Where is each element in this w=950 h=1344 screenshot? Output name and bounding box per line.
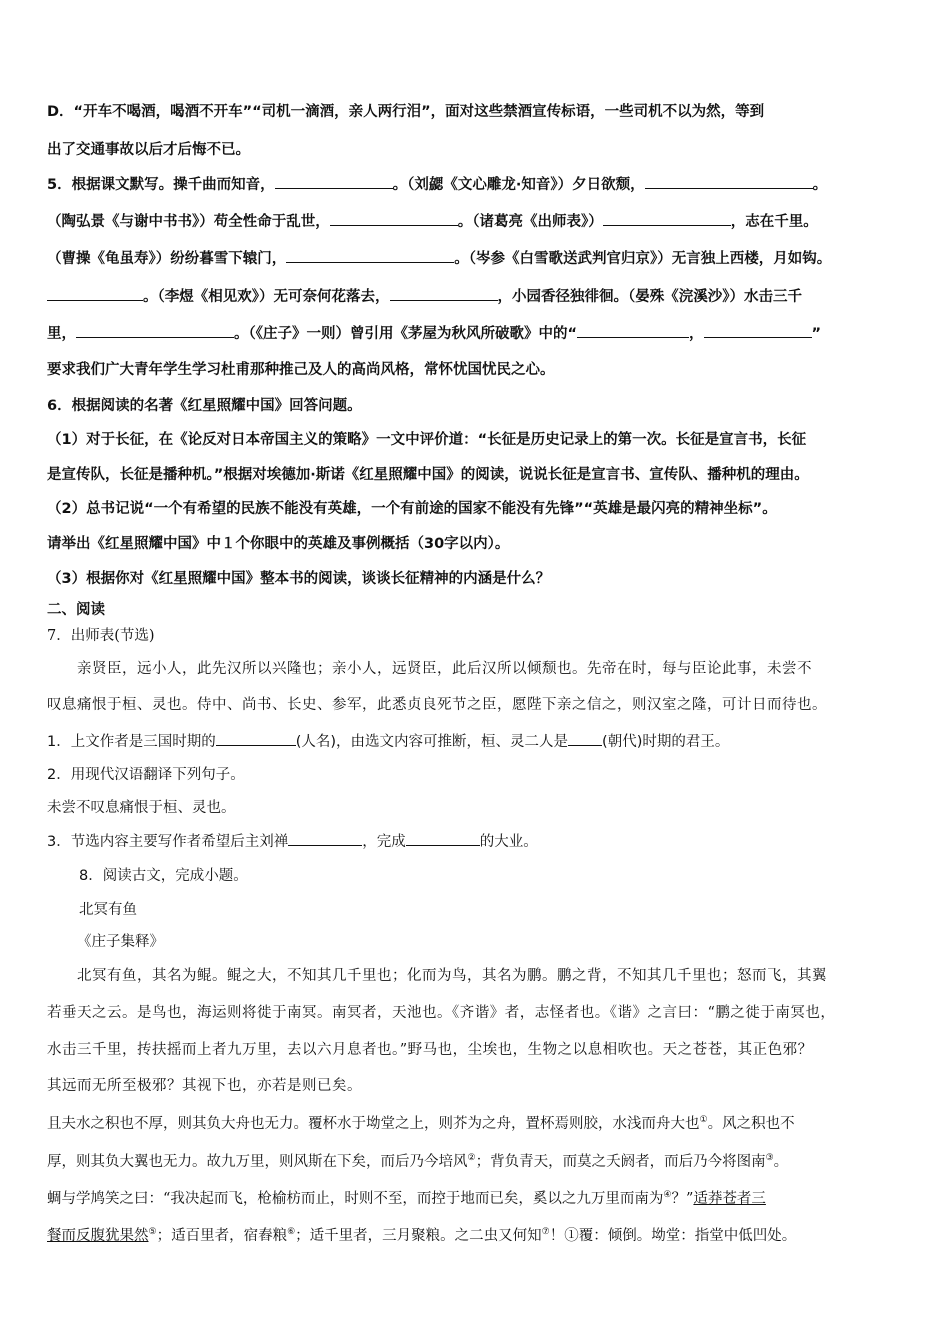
footnote-marker: ⑤: [148, 1227, 157, 1237]
q6-part2-line2: 请举出《红星照耀中国》中１个你眼中的英雄及事例概括（30字以内）。: [47, 536, 510, 552]
q7-sub1: [47, 731, 729, 752]
footnote-marker: ②: [467, 1153, 476, 1163]
q8-text-line3: 水击三千里，抟扶摇而上者九万里，去以六月息者也。”野马也，尘埃也，生物之以息相吹也。天之苍苍，其正色邪？: [47, 1042, 813, 1058]
q8-heading: 8．阅读古文，完成小题。: [79, 868, 248, 884]
q7-sub2-sentence: 未尝不叹息痛恨于桓、灵也。: [47, 800, 236, 816]
q5-line1: [47, 174, 827, 195]
q5-l5c: ，: [689, 326, 704, 342]
q7-title: 7．出师表(节选): [47, 628, 155, 644]
answer-blank[interactable]: [288, 831, 362, 846]
answer-blank[interactable]: [568, 731, 602, 746]
q8-p6b: ；背负青天，而莫之夭阏者，而后乃今将图南: [475, 1153, 766, 1170]
q5-l5a: 里，: [47, 326, 76, 342]
answer-blank[interactable]: [406, 831, 480, 846]
q6-part1-line1: （1）对于长征，在《论反对日本帝国主义的策略》一文中评价道：“长征是历史记录上的第一次。长征是宣言书，长征: [47, 432, 807, 448]
q7-s1c: (朝代)时期的君王。: [602, 734, 730, 750]
section-title-reading: 二、阅读: [47, 602, 105, 618]
q8-p5b: 。风之积也不: [707, 1115, 795, 1132]
q5-l4b: ，小园香径独徘徊。（晏殊《浣溪沙》）水击三千: [497, 289, 802, 305]
answer-blank[interactable]: [76, 323, 234, 338]
q8-p8a: ；适百里者，宿舂粮: [156, 1227, 288, 1244]
footnote-marker: ⑦: [541, 1227, 550, 1237]
q5-line4: [47, 286, 802, 307]
q8-p6c: 。: [773, 1153, 789, 1170]
q8-p7b: ？”: [671, 1190, 694, 1207]
q7-sub2: 2．用现代汉语翻译下列句子。: [47, 767, 245, 783]
underlined-phrase: 适莽苍者三: [693, 1190, 766, 1207]
q5-line5: [47, 323, 821, 344]
underlined-phrase: 餐而反腹犹果然: [47, 1227, 149, 1244]
footnote-marker: ①: [699, 1115, 708, 1125]
q8-p8b: ；适千里者，三月聚粮。之二虫又何知: [295, 1227, 542, 1244]
q7-s3a: 3．节选内容主要写作者希望后主刘禅: [47, 834, 289, 850]
q8-p6a: 厚，则其负大翼也无力。故九万里，则风斯在下矣，而后乃今培风: [47, 1153, 468, 1170]
q5-l2b: 。（诸葛亮《出师表》）: [457, 214, 603, 230]
q5-l1a: 5．根据课文默写。操千曲而知音，: [47, 177, 275, 193]
q8-passage-title: 北冥有鱼: [79, 902, 137, 918]
answer-blank[interactable]: [390, 286, 498, 301]
q7-s3c: 的大业。: [479, 834, 538, 850]
q7-s1a: 1．上文作者是三国时期的: [47, 734, 216, 750]
q8-p5a: 且夫水之积也不厚，则其负大舟也无力。覆杯水于坳堂之上，则芥为之舟，置杯焉则胶，水浅而舟大也: [47, 1115, 700, 1132]
q6-part1-line2: 是宣传队，长征是播种机。”根据对埃德加·斯诺《红星照耀中国》的阅读，说说长征是宣言书、宣传队、播种机的理由。: [47, 467, 809, 483]
q5-l1c: 。: [812, 177, 828, 193]
answer-blank[interactable]: [603, 211, 731, 226]
q4-option-d-line2: 出了交通事故以后才后悔不已。: [47, 142, 250, 158]
q5-l5d: ”: [811, 326, 822, 342]
q5-l3b: 。（岑参《白雪歌送武判官归京》）无言独上西楼，月如钩。: [454, 251, 832, 267]
q5-line6: 要求我们广大青年学生学习杜甫那种推己及人的高尚风格，常怀忧国忧民之心。: [47, 362, 555, 378]
q8-text-line8: [47, 1222, 796, 1246]
q5-line3: [47, 248, 831, 269]
q5-l2a: （陶弘景《与谢中书书》）苟全性命于乱世，: [47, 214, 330, 230]
q6-heading: 6．根据阅读的名著《红星照耀中国》回答问题。: [47, 398, 362, 414]
q8-text-line4: 其远而无所至极邪？其视下也，亦若是则已矣。: [47, 1078, 362, 1094]
q5-l5b: 。（《庄子》一则）曾引用《茅屋为秋风所破歌》中的“: [234, 326, 578, 342]
answer-blank[interactable]: [704, 323, 812, 338]
q8-text-line7: [47, 1185, 766, 1209]
q7-s1b: (人名)，由选文内容可推断，桓、灵二人是: [295, 734, 569, 750]
q8-p7a: 蜩与学鸠笑之曰：“我决起而飞，枪榆枋而止，时则不至，而控于地而已矣，奚以之九万里而南为: [47, 1190, 664, 1207]
q8-p8c: ！①覆：倾倒。坳堂：指堂中低凹处。: [549, 1227, 797, 1244]
q8-source: 《庄子集释》: [77, 934, 164, 950]
q7-s3b: ，完成: [362, 834, 406, 850]
q5-l4a: 。（李煜《相见欢》）无可奈何花落去，: [143, 289, 390, 305]
footnote-marker: ③: [765, 1153, 774, 1163]
answer-blank[interactable]: [47, 286, 143, 301]
q5-l1b: 。（刘勰《文心雕龙·知音》）夕日欲颓，: [392, 177, 645, 193]
q5-l2c: ，志在千里。: [730, 214, 818, 230]
q8-text-line5: [47, 1110, 795, 1134]
q8-text-line6: [47, 1148, 788, 1172]
answer-blank[interactable]: [577, 323, 689, 338]
answer-blank[interactable]: [286, 248, 454, 263]
q8-text-line2: 若垂天之云。是鸟也，海运则将徙于南冥。南冥者，天池也。《齐谐》者，志怪者也。《谐》之言曰：“鹏之徙于南冥也，: [47, 1005, 836, 1021]
q5-line2: [47, 211, 818, 232]
footnote-marker: ⑥: [287, 1227, 296, 1237]
answer-blank[interactable]: [330, 211, 458, 226]
q7-text-line1: 亲贤臣，远小人，此先汉所以兴隆也；亲小人，远贤臣，此后汉所以倾颓也。先帝在时，每与臣论此事，未尝不: [77, 661, 812, 677]
answer-blank[interactable]: [645, 174, 813, 189]
q4-option-d-line1: D．“开车不喝酒，喝酒不开车”“司机一滴酒，亲人两行泪”，面对这些禁酒宣传标语，一些司机不以为然，等到: [47, 104, 765, 120]
q6-part3: （3）根据你对《红星照耀中国》整本书的阅读，谈谈长征精神的内涵是什么？: [47, 571, 551, 587]
q7-sub3: [47, 831, 538, 852]
q8-text-line1: 北冥有鱼，其名为鲲。鲲之大，不知其几千里也；化而为鸟，其名为鹏。鹏之背，不知其几千里也；怒而飞，其翼: [77, 968, 827, 984]
q6-part2-line1: （2）总书记说“一个有希望的民族不能没有英雄，一个有前途的国家不能没有先锋”“英雄是最闪亮的精神坐标”。: [47, 501, 777, 517]
q7-text-line2: 叹息痛恨于桓、灵也。侍中、尚书、长史、参军，此悉贞良死节之臣，愿陛下亲之信之，则汉室之隆，可计日而待也。: [47, 697, 827, 713]
q5-l3a: （曹操《龟虽寿》）纷纷暮雪下辕门，: [47, 251, 287, 267]
answer-blank[interactable]: [275, 174, 393, 189]
answer-blank[interactable]: [216, 731, 296, 746]
footnote-marker: ④: [663, 1190, 672, 1200]
